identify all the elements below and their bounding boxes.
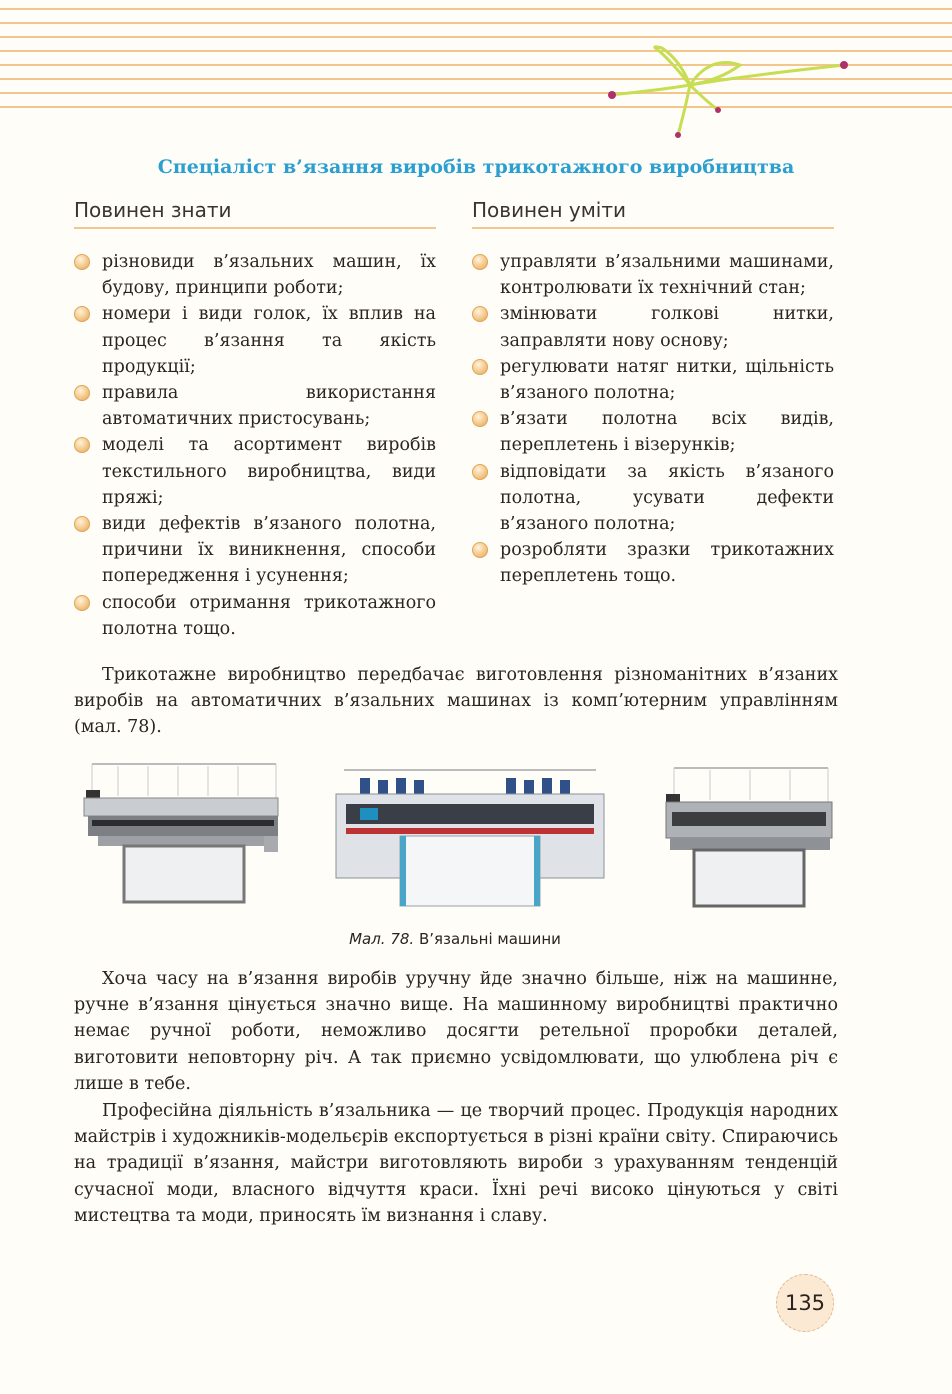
list-item: відповідати за якість в’язаного полотна, усувати дефекти в’язаного полотна;	[472, 459, 834, 538]
bullet-icon	[472, 306, 488, 322]
knitting-machine-image	[330, 764, 610, 910]
bullet-icon	[472, 359, 488, 375]
bullet-icon	[472, 542, 488, 558]
knowledge-list	[74, 249, 436, 642]
figure-caption-label: Мал. 78.	[349, 930, 415, 948]
figure-caption	[0, 930, 910, 948]
body-paragraph: Професійна діяльність в’язальника — це творчий процес. Продукція народних майстрів і художників-модельєрів експортується в різні країни світу. Спираючись на традиції в’язання, майстри виготовляють вироби з урахуванням тенденцій сучасної моди, власного відчуття краси. Їхні речі високо цінуються у світі мистецтва та моди, приносять їм визнання і славу.	[74, 1101, 838, 1226]
list-item: види дефектів в’язаного полотна, причини їх виникнення, способи попередження і усунення;	[74, 511, 436, 590]
knitting-machine-image	[78, 758, 284, 908]
intro-paragraph: Трикотажне виробництво передбачає виготовлення різноманітних в’язаних виробів на автоматичних в’язальних машинах із комп’ютерним управлінням (мал. 78).	[74, 665, 838, 738]
list-item: регулювати натяг нитки, щільність в’язаного полотна;	[472, 354, 834, 406]
figure-caption-text: В’язальні машини	[414, 930, 561, 948]
list-item: різновиди в’язальних машин, їх будову, принципи роботи;	[74, 249, 436, 301]
body-paragraph: Хоча часу на в’язання виробів уручну йде значно більше, ніж на машинне, ручне в’язання цінується значно вище. На машинному виробництві практично немає ручної роботи, неможливо досягти ретельної проробки деталей, виготовити неповторну річ. А так приємно усвідомлювати, що улюблена річ є лише в тебе.	[74, 969, 838, 1094]
knitting-machine-image	[660, 762, 838, 912]
skills-list	[472, 249, 834, 590]
section-title: Спеціаліст в’язання виробів трикотажного виробництва	[157, 156, 795, 178]
list-item: управляти в’язальними машинами, контролювати їх технічний стан;	[472, 249, 834, 301]
skills-column	[472, 198, 834, 590]
bullet-icon	[74, 254, 90, 270]
bullet-icon	[472, 411, 488, 427]
bullet-icon	[74, 437, 90, 453]
list-item: змінювати голкові нитки, заправляти нову основу;	[472, 301, 834, 353]
bullet-icon	[74, 306, 90, 322]
page-number: 135	[776, 1274, 834, 1332]
bullet-icon	[472, 464, 488, 480]
bullet-icon	[74, 516, 90, 532]
list-item: правила використання автоматичних пристосувань;	[74, 380, 436, 432]
bullet-icon	[472, 254, 488, 270]
skills-heading: Повинен уміти	[472, 198, 834, 229]
knowledge-column	[74, 198, 436, 642]
ribbon-bow-decoration	[600, 40, 860, 150]
knowledge-heading: Повинен знати	[74, 198, 436, 229]
bullet-icon	[74, 595, 90, 611]
bullet-icon	[74, 385, 90, 401]
knitting-machines-figure	[74, 758, 838, 918]
list-item: розробляти зразки трикотажних переплетень тощо.	[472, 537, 834, 589]
list-item: способи отримання трикотажного полотна тощо.	[74, 590, 436, 642]
list-item: в’язати полотна всіх видів, переплетень і візерунків;	[472, 406, 834, 458]
list-item: номери і види голок, їх вплив на процес в’язання та якість продукції;	[74, 301, 436, 380]
list-item: моделі та асортимент виробів текстильного виробництва, види пряжі;	[74, 432, 436, 511]
